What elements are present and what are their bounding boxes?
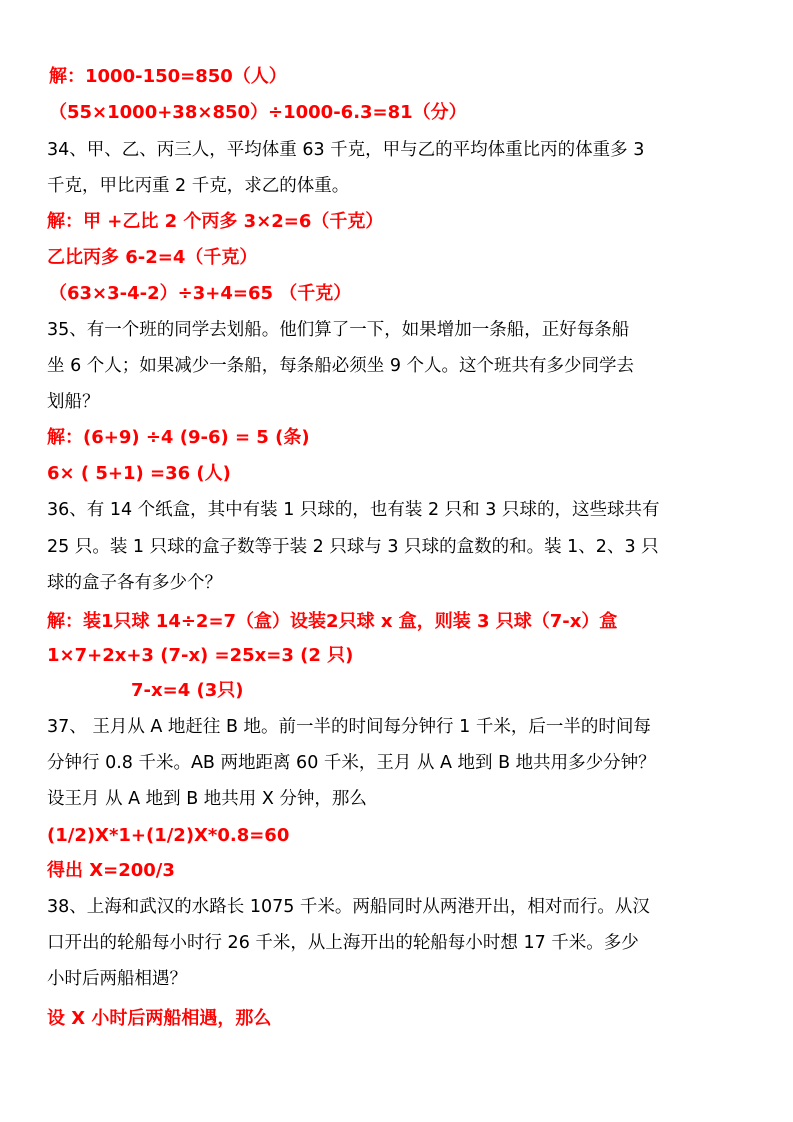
q34-answer-line-2: 乙比丙多 6-2=4（千克） bbox=[47, 247, 258, 268]
q36-question-line-1: 36、有 14 个纸盒，其中有装 1 只球的，也有装 2 只和 3 只球的，这些球共有 bbox=[47, 500, 660, 520]
q38-question-line-1: 38、上海和武汉的水路长 1075 千米。两船同时从两港开出，相对而行。从汉 bbox=[47, 897, 650, 917]
q38-question-line-2: 口开出的轮船每小时行 26 千米，从上海开出的轮船每小时想 17 千米。多少 bbox=[47, 933, 639, 953]
q35-question-line-2: 坐 6 个人；如果减少一条船，每条船必须坐 9 个人。这个班共有多少同学去 bbox=[47, 356, 635, 376]
q37-question-line-1: 37、 王月从 A 地赶往 B 地。前一半的时间每分钟行 1 千米，后一半的时间每 bbox=[47, 717, 651, 737]
q36-question-line-2: 25 只。装 1 只球的盒子数等于装 2 只球与 3 只球的盒数的和。装 1、2、3 只 bbox=[47, 537, 659, 557]
q36-answer-line-1: 解：装1只球 14÷2=7（盒）设装2只球 x 盒，则装 3 只球（7-x）盒 bbox=[47, 611, 618, 632]
q35-answer-line-1: 解：(6+9) ÷4 (9-6) = 5 (条) bbox=[47, 427, 310, 448]
q36-answer-line-2: 1×7+2x+3 (7-x) =25x=3 (2 只) bbox=[47, 645, 354, 666]
q37-question-line-3: 设王月 从 A 地到 B 地共用 X 分钟，那么 bbox=[47, 789, 367, 809]
q38-answer-line-1: 设 X 小时后两船相遇，那么 bbox=[47, 1008, 272, 1029]
q35-question-line-1: 35、有一个班的同学去划船。他们算了一下，如果增加一条船，正好每条船 bbox=[47, 320, 630, 340]
q37-answer-line-1: (1/2)X*1+(1/2)X*0.8=60 bbox=[47, 825, 290, 846]
q33-answer-line-2: （55×1000+38×850）÷1000-6.3=81（分） bbox=[49, 102, 467, 123]
q38-question-line-3: 小时后两船相遇？ bbox=[47, 969, 187, 989]
q33-answer-line-1: 解：1000-150=850（人） bbox=[49, 66, 287, 87]
q34-answer-line-1: 解：甲 +乙比 2 个丙多 3×2=6（千克） bbox=[47, 211, 384, 232]
q36-question-line-3: 球的盒子各有多少个？ bbox=[47, 573, 222, 593]
q36-answer-line-3: 7-x=4 (3只) bbox=[131, 680, 244, 701]
q37-answer-line-2: 得出 X=200/3 bbox=[47, 860, 175, 881]
q35-answer-line-2: 6× ( 5+1) =36 (人) bbox=[47, 463, 231, 484]
q35-question-line-3: 划船？ bbox=[47, 392, 100, 412]
q34-question-line-1: 34、甲、乙、丙三人，平均体重 63 千克，甲与乙的平均体重比丙的体重多 3 bbox=[47, 140, 645, 160]
q34-answer-line-3: （63×3-4-2）÷3+4=65 （千克） bbox=[49, 283, 352, 304]
q34-question-line-2: 千克，甲比丙重 2 千克，求乙的体重。 bbox=[47, 176, 350, 196]
q37-question-line-2: 分钟行 0.8 千米。AB 两地距离 60 千米，王月 从 A 地到 B 地共用多少分钟？ bbox=[47, 753, 656, 773]
